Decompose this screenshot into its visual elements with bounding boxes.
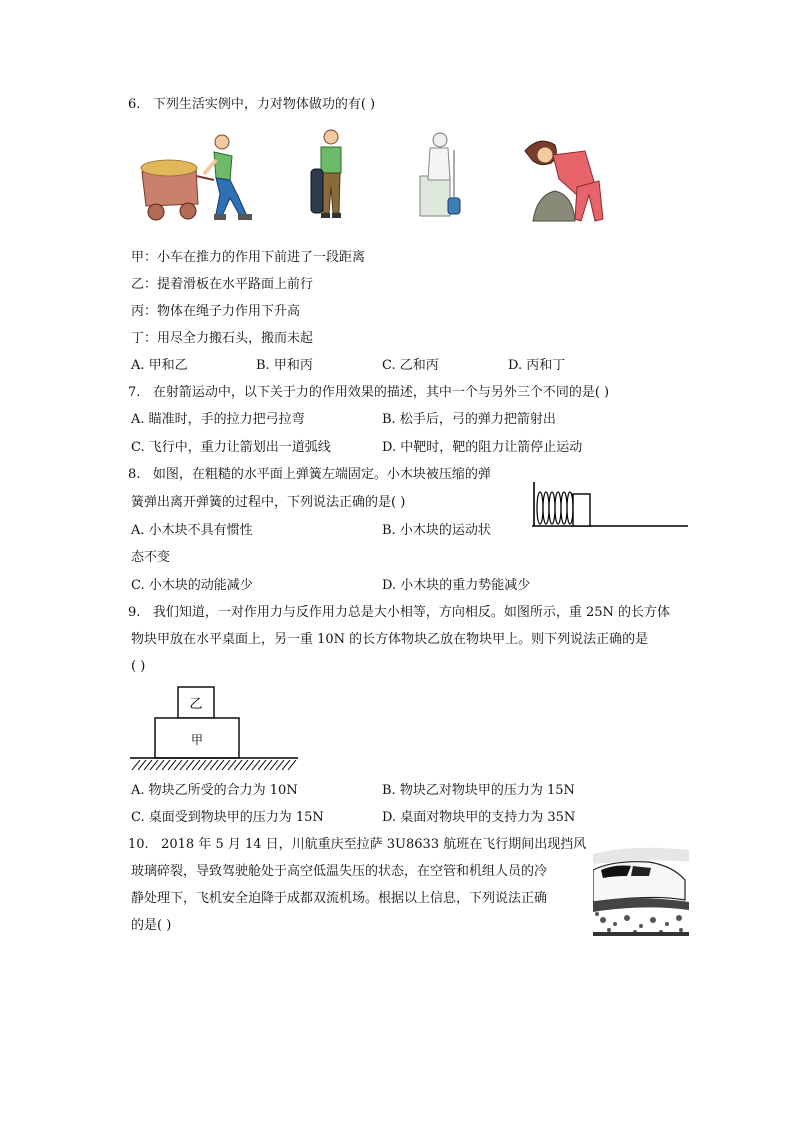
q9-number: 9.: [128, 605, 141, 620]
q6-option-c: C. 乙和丙: [382, 358, 439, 373]
q9-stem: 我们知道，一对作用力与反作用力总是大小相等，方向相反。如图所示，重 25N 的长方体: [152, 605, 670, 620]
q10-stem-line-1: [128, 836, 586, 854]
q7-option-a: A. 瞄准时，手的拉力把弓拉弯: [131, 412, 305, 427]
q7-option-d: D. 中靶时，靶的阻力让箭停止运动: [382, 440, 583, 455]
q9-stem-line-1: [128, 604, 670, 622]
q10-stem-line-3: 静处理下，飞机安全迫降于成都双流机场。根据以上信息，下列说法正确: [131, 891, 548, 906]
q10-number: 10.: [128, 837, 149, 852]
block-yi-label: 乙: [189, 697, 203, 712]
q6-statement: 丁：用尽全力搬石头，搬而未起: [131, 331, 314, 346]
q9-option-d: D. 桌面对物块甲的支持力为 35N: [382, 810, 576, 825]
q9-stem-line-3: ( ): [131, 659, 146, 674]
q6-option-b: B. 甲和丙: [256, 358, 313, 373]
q6-stem: 下列生活实例中，力对物体做功的有( ): [152, 97, 376, 112]
q8-option-b: B. 小木块的运动状: [382, 523, 491, 538]
q6-figure-pulley: [418, 130, 468, 218]
q9-figure-stacked-blocks: [130, 686, 300, 772]
q7-option-b: B. 松手后，弓的弹力把箭射出: [382, 412, 556, 427]
q8-option-b-continued: 态不变: [131, 550, 171, 565]
q7-option-c: C. 飞行中，重力让箭划出一道弧线: [131, 440, 331, 455]
q6-figure-cart: [134, 132, 269, 224]
q8-option-a: A. 小木块不具有惯性: [131, 523, 253, 538]
q8-stem-line-2: 簧弹出离开弹簧的过程中，下列说法正确的是( ): [131, 495, 406, 510]
q7-stem-line: [128, 384, 609, 402]
block-jia-label: 甲: [190, 733, 204, 747]
q8-stem: 如图，在粗糙的水平面上弹簧左端固定。小木块被压缩的弹: [152, 467, 491, 482]
q6-figure-skateboard: [303, 127, 353, 225]
q10-stem-line-2: 玻璃碎裂，导致驾驶舱处于高空低温失压的状态，在空管和机组人员的冷: [131, 864, 548, 879]
q9-option-b: B. 物块乙对物块甲的压力为 15N: [382, 783, 575, 798]
q8-stem-line-1: [128, 466, 491, 484]
q6-number: 6.: [128, 97, 141, 112]
q6-statement: 乙：提着滑板在水平路面上前行: [131, 277, 314, 292]
q6-figure-stone: [519, 133, 611, 225]
q9-option-a: A. 物块乙所受的合力为 10N: [131, 783, 298, 798]
q6-statement: 甲：小车在推力的作用下前进了一段距离: [131, 250, 366, 265]
q6-option-d: D. 丙和丁: [508, 358, 566, 373]
q9-option-c: C. 桌面受到物块甲的压力为 15N: [131, 810, 324, 825]
q10-stem: 2018 年 5 月 14 日，川航重庆至拉萨 3U8633 航班在飞行期间出现挡风: [161, 837, 587, 852]
q10-figure-airplane-photo: [593, 840, 689, 936]
q6-stem-line: [128, 96, 375, 114]
table-hatching: [132, 760, 296, 770]
q8-figure-spring-block: [528, 478, 690, 530]
q8-option-c: C. 小木块的动能减少: [131, 578, 253, 593]
q7-stem: 在射箭运动中，以下关于力的作用效果的描述，其中一个与另外三个不同的是( ): [152, 385, 610, 400]
q6-statement: 丙：物体在绳子力作用下升高: [131, 304, 301, 319]
q9-stem-line-2: 物块甲放在水平桌面上，另一重 10N 的长方体物块乙放在物块甲上。则下列说法正确的是: [131, 632, 649, 647]
q8-number: 8.: [128, 467, 141, 482]
q10-stem-line-4: 的是( ): [131, 918, 172, 933]
q6-option-a: A. 甲和乙: [131, 358, 188, 373]
q7-number: 7.: [128, 385, 141, 400]
q8-option-d: D. 小木块的重力势能减少: [382, 578, 531, 593]
